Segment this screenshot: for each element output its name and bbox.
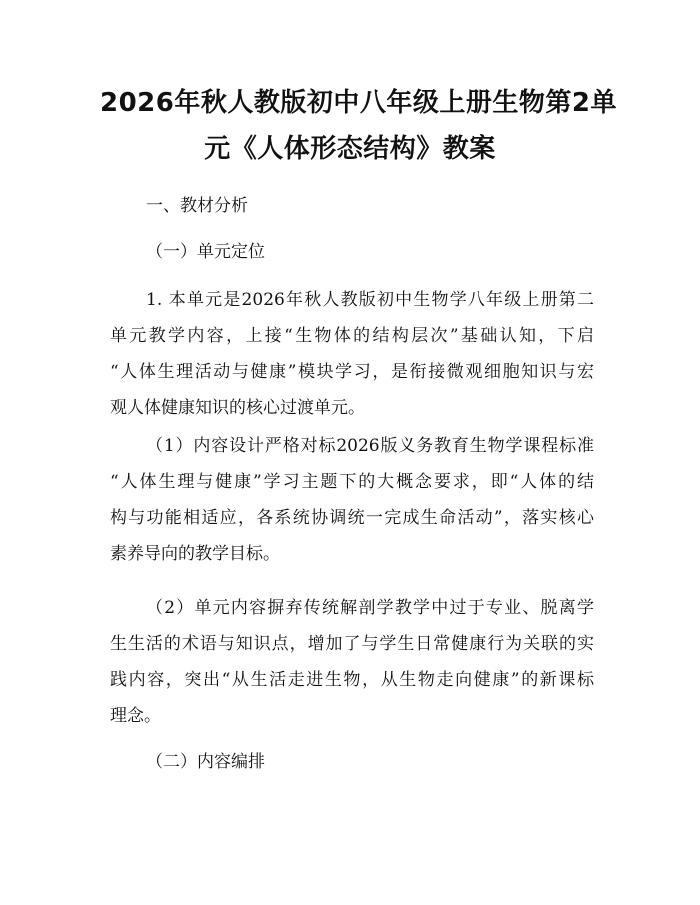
paragraph-line: 理念。 — [110, 706, 161, 726]
paragraph-line: 素养导向的教学目标。 — [110, 544, 280, 564]
subsection-heading-unit-positioning: （一）单元定位 — [146, 242, 265, 262]
subsection-heading-content-arrangement: （二）内容编排 — [146, 752, 265, 772]
paragraph-line: 观人体健康知识的核心过渡单元。 — [110, 398, 365, 418]
paragraph-line: 生生活的术语与知识点，增加了与学生日常健康行为关联的实 — [110, 634, 594, 654]
paragraph-line: “人体生理活动与健康”模块学习，是衔接微观细胞知识与宏 — [110, 362, 594, 382]
paragraph-curriculum-standard — [110, 428, 594, 572]
document-title-line-2: 元《人体形态结构》教案 — [204, 134, 496, 164]
paragraph-content-reform — [110, 590, 594, 734]
paragraph-line: 1. 本单元是2026年秋人教版初中生物学八年级上册第二 — [146, 290, 594, 310]
paragraph-line: （2）单元内容摒弃传统解剖学教学中过于专业、脱离学 — [146, 598, 594, 618]
section-heading-textbook-analysis: 一、教材分析 — [146, 196, 248, 216]
paragraph-line: （1）内容设计严格对标2026版义务教育生物学课程标准 — [146, 436, 594, 456]
paragraph-line: 践内容，突出“从生活走进生物，从生物走向健康”的新课标 — [110, 670, 594, 690]
paragraph-line: 构与功能相适应，各系统协调统一完成生命活动”，落实核心 — [110, 508, 594, 528]
document-title-line-1: 2026年秋人教版初中八年级上册生物第2单 — [100, 88, 617, 118]
paragraph-unit-overview — [110, 282, 594, 426]
paragraph-line: 单元教学内容，上接“生物体的结构层次”基础认知，下启 — [110, 326, 594, 346]
paragraph-line: “人体生理与健康”学习主题下的大概念要求，即“人体的结 — [110, 472, 594, 492]
